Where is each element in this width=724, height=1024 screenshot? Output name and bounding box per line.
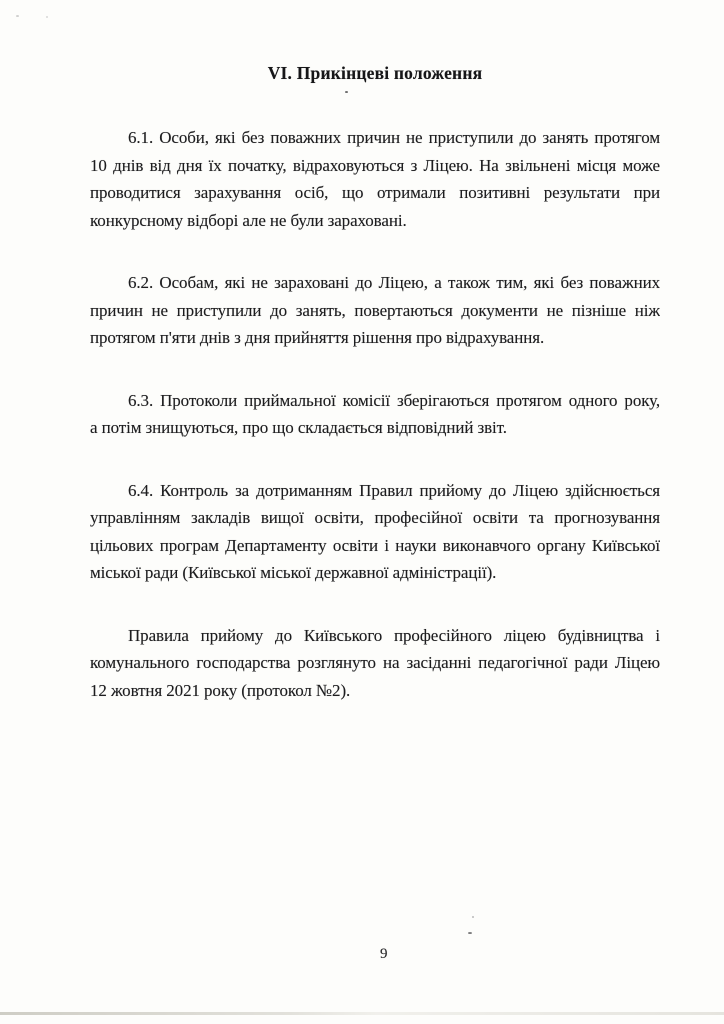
- text-line: 6.1. Особи, які без поважних причин не приступили до занять протягом: [128, 128, 660, 147]
- paragraph: [90, 622, 660, 705]
- text-line: комунального господарства розглянуто на засіданні педагогічної ради Ліцею: [90, 653, 660, 672]
- text-line: управлінням закладів вищої освіти, професійної освіти та прогнозування: [90, 508, 660, 527]
- text-line: цільових програм Департаменту освіти і науки виконавчого органу Київської: [90, 535, 660, 555]
- page-number: 9: [380, 946, 388, 962]
- scan-speck: [16, 15, 19, 17]
- section-title: VI. Прикінцеві положення: [267, 63, 483, 83]
- scan-speck: [345, 91, 348, 93]
- paragraph: [90, 269, 660, 352]
- scan-speck: [468, 932, 472, 934]
- text-line: 6.2. Особам, які не зараховані до Ліцею, а також тим, які без поважних: [128, 273, 660, 292]
- scan-speck: [472, 916, 474, 918]
- text-line: а потім знищуються, про що складається відповідний звіт.: [90, 418, 507, 437]
- text-line: міської ради (Київської міської державної адміністрації).: [90, 563, 497, 582]
- text-line: 6.4. Контроль за дотриманням Правил прийому до Ліцею здійснюється: [128, 480, 660, 500]
- document-body: [90, 124, 660, 704]
- paragraph: [90, 124, 660, 234]
- scan-edge-line: [0, 1012, 724, 1015]
- text-line: Правила прийому до Київського професійного ліцею будівництва і: [128, 625, 660, 645]
- text-line: 12 жовтня 2021 року (протокол №2).: [90, 680, 351, 700]
- text-line: 6.3. Протоколи приймальної комісії зберігаються протягом одного року,: [128, 390, 660, 410]
- text-line: конкурсному відборі але не були зараховані.: [90, 210, 407, 230]
- text-line: проводитися зарахування осіб, що отримали позитивні результати при: [90, 183, 660, 202]
- text-line: протягом п'яти днів з дня прийняття рішення про відрахування.: [90, 328, 545, 347]
- paragraph: [90, 477, 660, 587]
- text-column: [90, 0, 660, 704]
- text-line: 10 днів від дня їх початку, відраховуються з Ліцею. На звільнені місця може: [90, 155, 660, 175]
- text-line: причин не приступили до занять, повертаються документи не пізніше ніж: [90, 300, 660, 320]
- paragraph: [90, 387, 660, 442]
- scan-speck: [46, 16, 48, 18]
